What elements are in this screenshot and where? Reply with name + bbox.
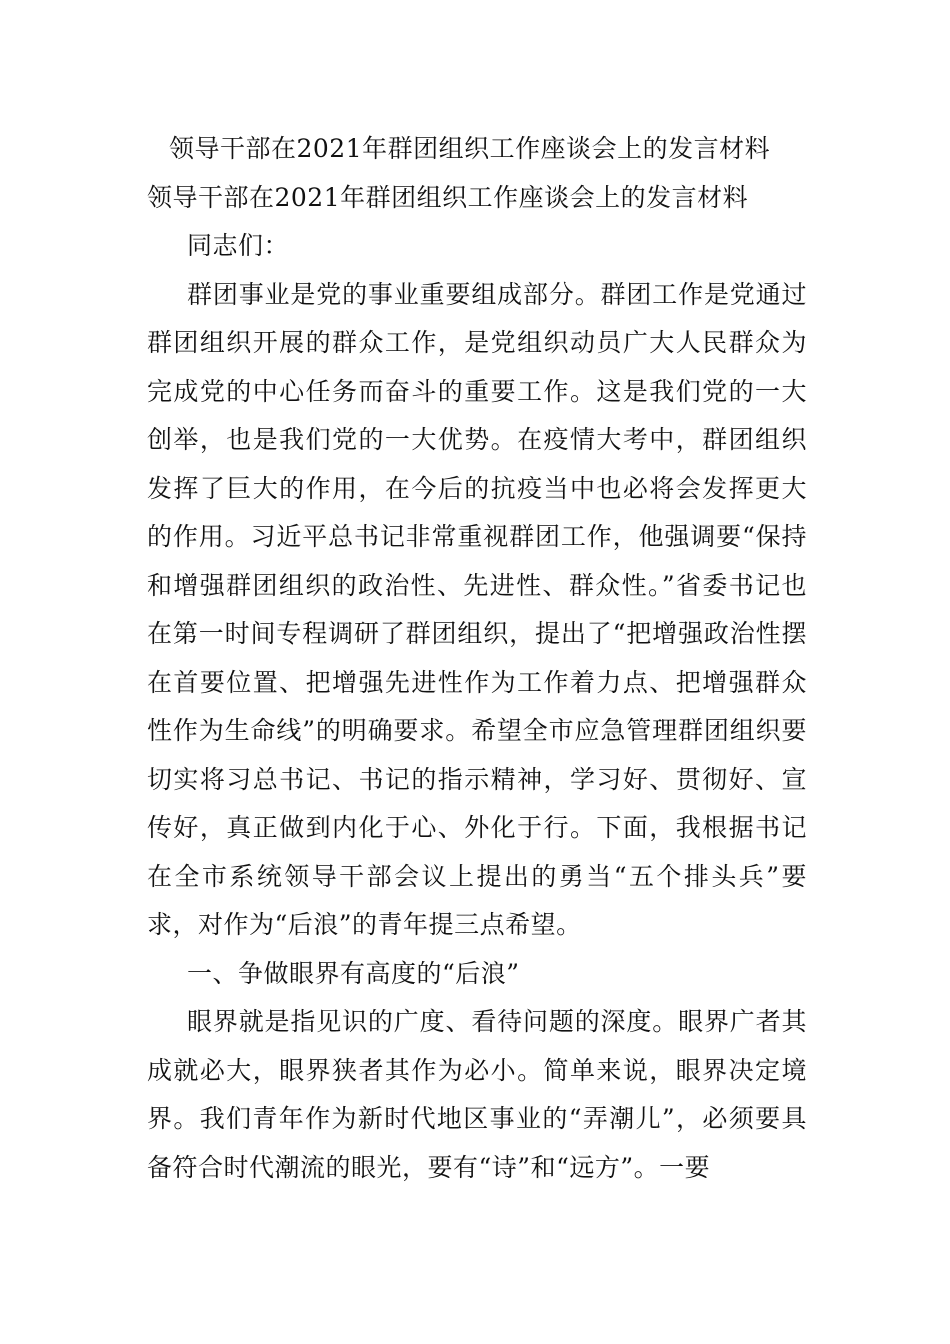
document-title-repeat: 领导干部在2021年群团组织工作座谈会上的发言材料 (147, 182, 749, 212)
paragraph-section-1: 眼界就是指见识的广度、看待问题的深度。眼界广者其成就必大，眼界狭者其作为必小。简单来说，眼界决定境界。我们青年作为新时代地区事业的“弄潮儿”，必须要具备符合时代潮流的眼光，要有“诗”和“远方”。一要 (147, 1007, 807, 1182)
document-title: 领导干部在2021年群团组织工作座谈会上的发言材料 (169, 134, 771, 163)
document-body (147, 125, 807, 1192)
salutation: 同志们： (187, 231, 290, 260)
section-heading-1: 一、争做眼界有高度的“后浪” (187, 958, 520, 988)
paragraph-intro: 群团事业是党的事业重要组成部分。群团工作是党通过群团组织开展的群众工作，是党组织动员广大人民群众为完成党的中心任务而奋斗的重要工作。这是我们党的一大创举，也是我们党的一大优势。在疫情大考中，群团组织发挥了巨大的作用，在今后的抗疫当中也必将会发挥更大的作用。习近平总书记非常重视群团工作，他强调要“保持和增强群团组织的政治性、先进性、群众性。”省委书记也在第一时间专程调研了群团组织，提出了“把增强政治性摆在首要位置、把增强先进性作为工作着力点、把增强群众性作为生命线”的明确要求。希望全市应急管理群团组织要切实将习总书记、书记的指示精神，学习好、贯彻好、宣传好，真正做到内化于心、外化于行。下面，我根据书记在全市系统领导干部会议上提出的勇当“五个排头兵”要求，对作为“后浪”的青年提三点希望。 (147, 279, 807, 939)
